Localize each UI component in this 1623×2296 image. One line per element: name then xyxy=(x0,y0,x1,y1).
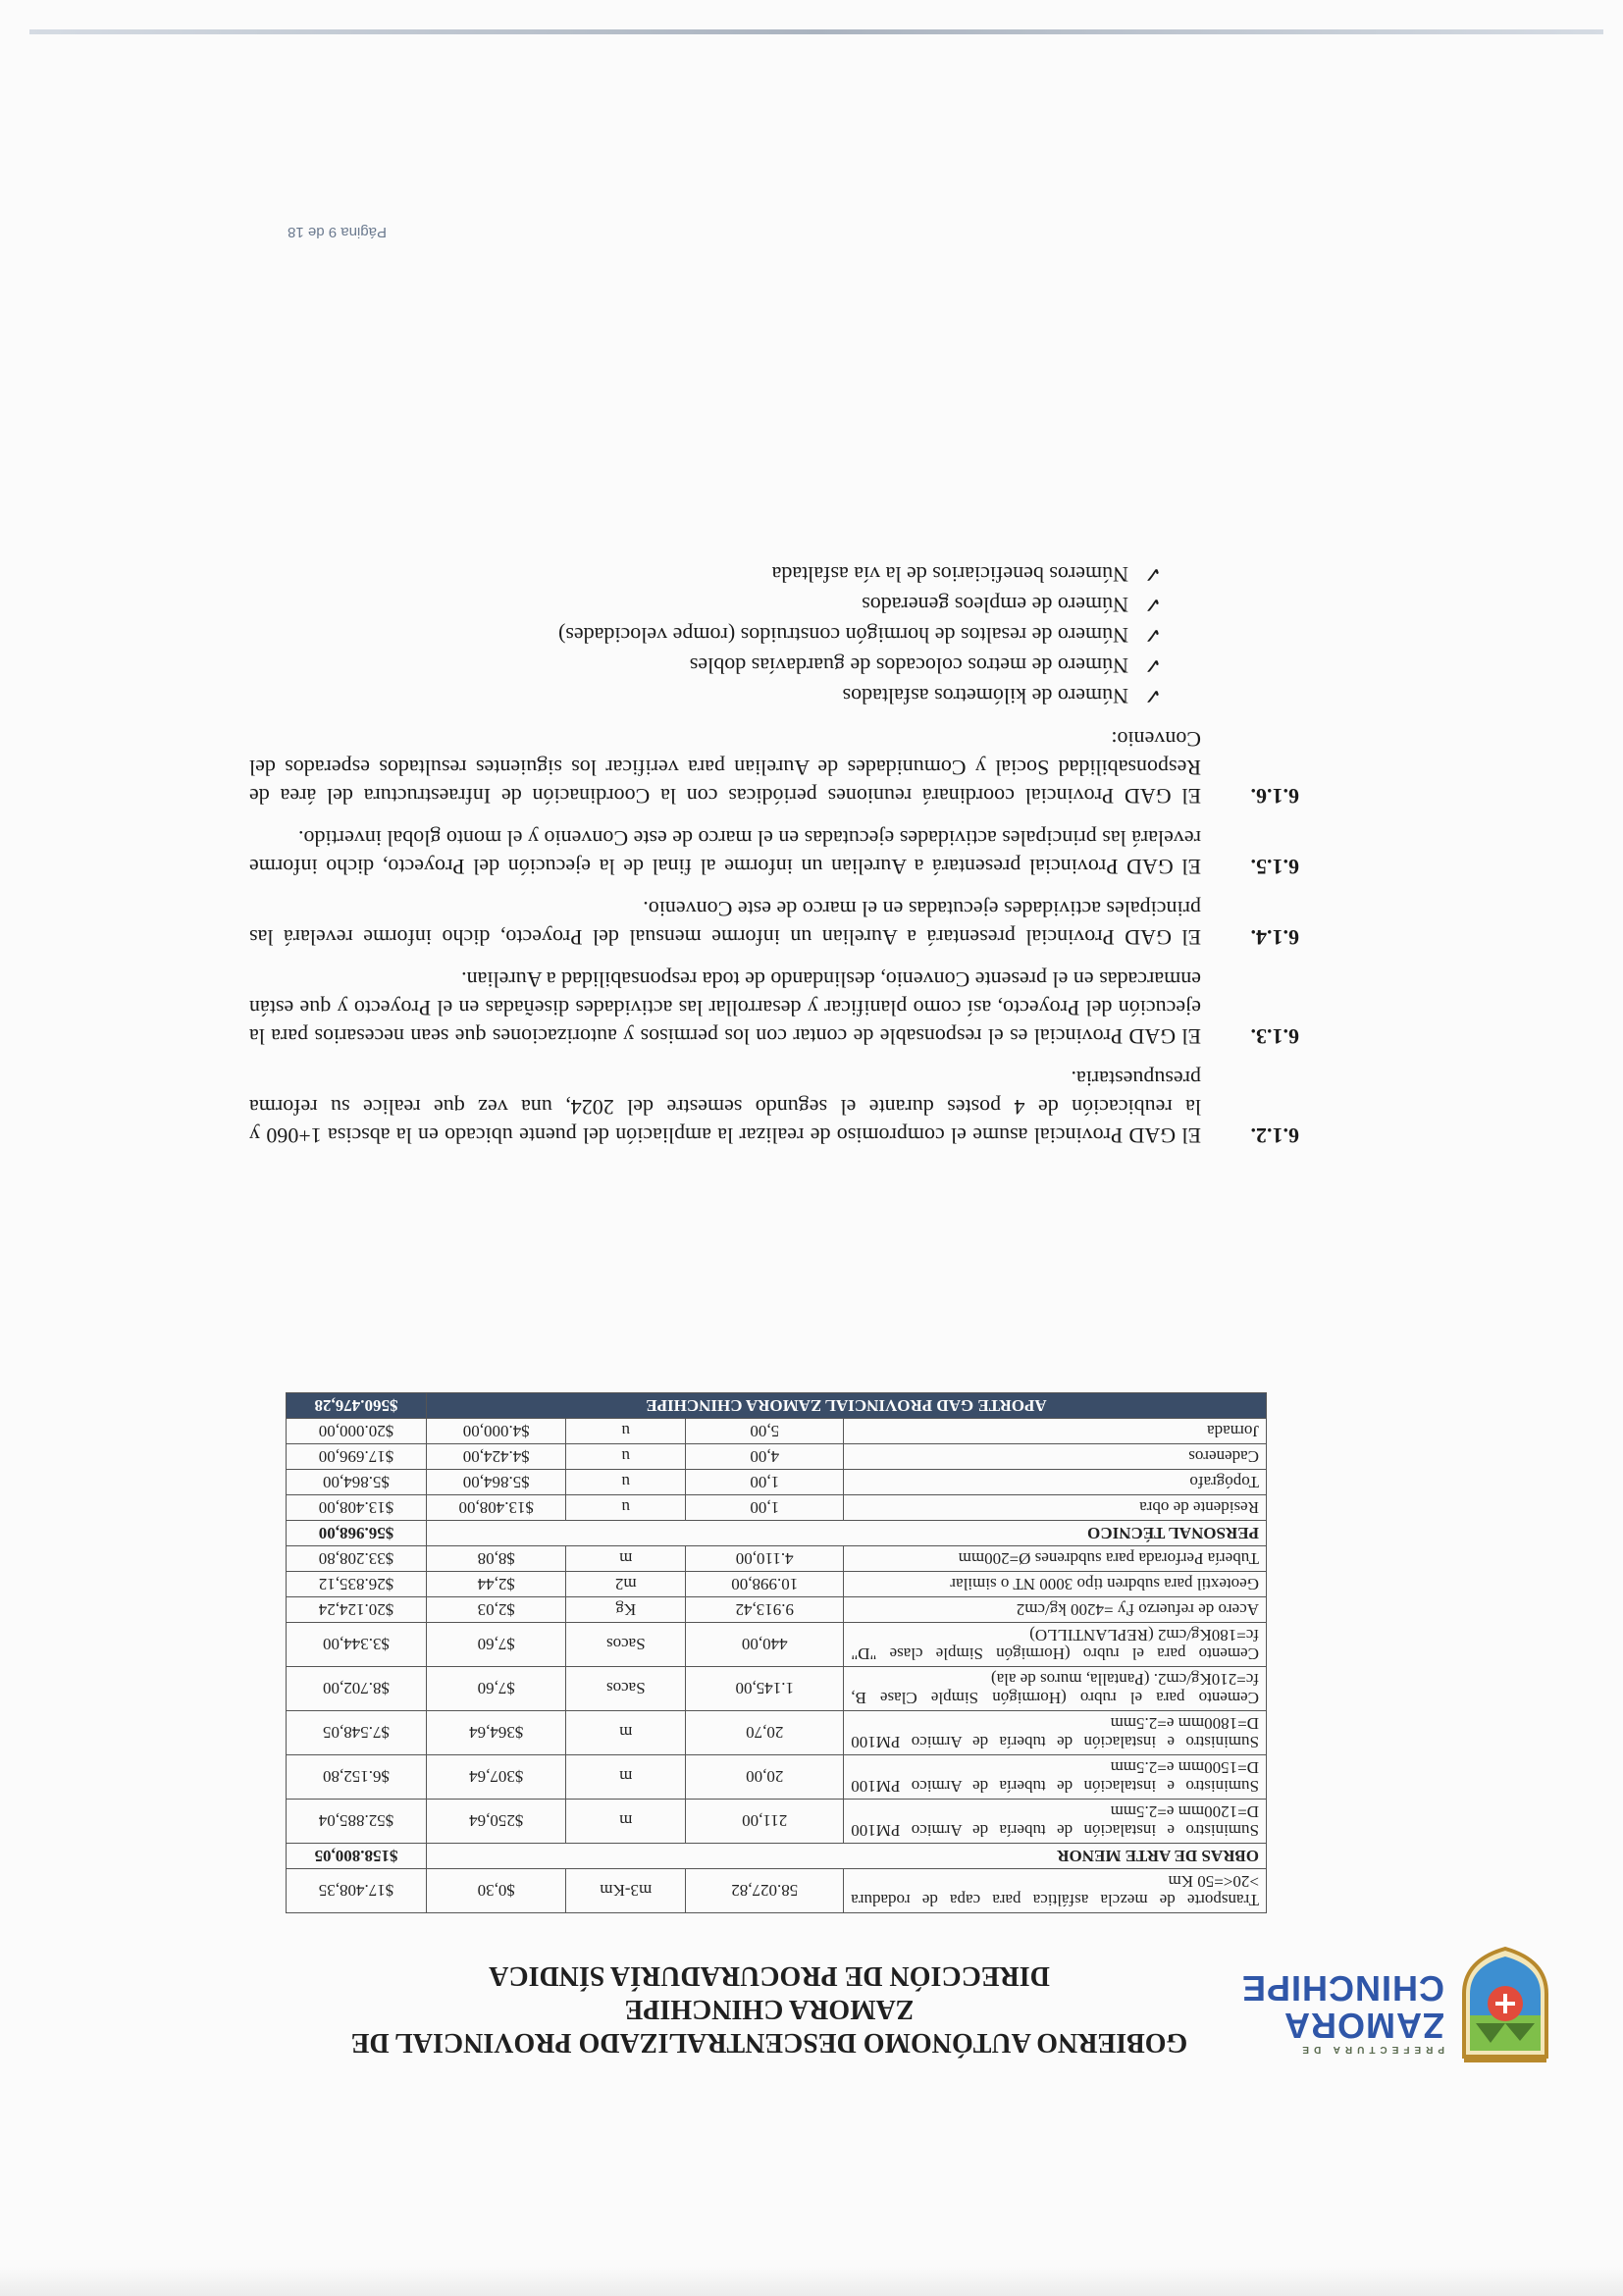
clause-number: 6.1.5. xyxy=(1250,855,1299,879)
list-item-text: Número de kilómetros asfaltados xyxy=(842,684,1128,708)
checkmark-icon: ✓ xyxy=(1143,623,1162,648)
expected-results-list xyxy=(249,559,1162,711)
row-unit: Kg xyxy=(566,1597,686,1623)
list-item xyxy=(249,559,1162,590)
clause-text: El GAD Provincial coordinará reuniones periódicas con la Coordinación de Infraestructura del área de Responsabilidad Social y Comunidades de Aurelian para verificar los siguientes resultados esperados del Convenio: xyxy=(249,727,1201,809)
row-unit-price: $250,64 xyxy=(426,1800,565,1844)
row-description: Residente de obra xyxy=(844,1495,1267,1521)
row-total: $20.124,24 xyxy=(287,1597,427,1623)
section-row-personal xyxy=(287,1521,1267,1546)
row-unit-price: $2,03 xyxy=(426,1597,565,1623)
row-quantity: 4.110,00 xyxy=(686,1546,844,1572)
clause-number: 6.1.3. xyxy=(1250,1024,1299,1049)
row-quantity: 10.998,00 xyxy=(686,1572,844,1597)
row-description: Suministro e instalación de tubería de Armico PM100 D=1800mm e=2.5mm xyxy=(844,1711,1267,1755)
footer-label: APORTE GAD PROVINCIAL ZAMORA CHINCHIPE xyxy=(426,1393,1266,1419)
row-unit-price: $2,44 xyxy=(426,1572,565,1597)
logo-name-line1: ZAMORA xyxy=(1283,2006,1444,2046)
page-number: Página 9 de 18 xyxy=(288,224,387,240)
logo-prefix: PREFECTURA DE xyxy=(1297,2044,1444,2055)
row-unit-price: $13.408,00 xyxy=(426,1495,565,1521)
table-row xyxy=(287,1572,1267,1597)
row-unit: m xyxy=(566,1546,686,1572)
clause-text: El GAD Provincial presentará a Aurelian un informe mensual del Proyecto, dicho informe revelará las principales actividades ejecutadas en el marco de este Convenio. xyxy=(249,897,1201,950)
row-unit-price: $7,60 xyxy=(426,1667,565,1711)
row-quantity: 58.027,82 xyxy=(686,1869,844,1913)
row-description: Suministro e instalación de tubería de Armico PM100 D=1200mm e=2.5mm xyxy=(844,1800,1267,1844)
row-unit: m2 xyxy=(566,1572,686,1597)
row-description: Cemento para el rubro (Hormigón Simple Clase B, fc=210Kg/cm2. (Pantalla, muros de ala) xyxy=(844,1667,1267,1711)
clause-6-1-3 xyxy=(249,965,1299,1051)
table-row xyxy=(287,1800,1267,1844)
list-item-text: Número de empleos generados xyxy=(862,593,1128,617)
table-footer-row xyxy=(287,1393,1267,1419)
table-row xyxy=(287,1597,1267,1623)
table-row xyxy=(287,1623,1267,1667)
list-item xyxy=(249,590,1162,620)
list-item-text: Número de resaltos de hormigón construidos (rompe velocidades) xyxy=(557,623,1128,648)
list-item xyxy=(249,681,1162,711)
list-item xyxy=(249,651,1162,681)
row-quantity: 20,00 xyxy=(686,1755,844,1800)
clause-6-1-6 xyxy=(249,725,1299,810)
row-unit: m3-Km xyxy=(566,1869,686,1913)
row-description: Suministro e instalación de tubería de Armico PM100 D=1500mm e=2.5mm xyxy=(844,1755,1267,1800)
row-description: Tubería Perforada para subdrenes Ø=200mm xyxy=(844,1546,1267,1572)
clauses-section xyxy=(249,559,1299,1150)
row-unit-price: $364,64 xyxy=(426,1711,565,1755)
row-unit: u xyxy=(566,1444,686,1470)
clause-text: El GAD Provincial presentará a Aurelian un informe al final de la ejecución del Proyecto, dicho informe revelará las principales actividades ejecutadas en el marco de este Convenio y el monto global invertido. xyxy=(249,826,1201,879)
row-description: Cemento para el rubro (Hormigón Simple clase "D" fc=180Kg/cm2 (REPLANTILLO) xyxy=(844,1623,1267,1667)
row-total: $33.208,80 xyxy=(287,1546,427,1572)
title-line-2: ZAMORA CHINCHIPE xyxy=(624,1994,915,2024)
row-total: $26.835,12 xyxy=(287,1572,427,1597)
row-quantity: 20,70 xyxy=(686,1711,844,1755)
row-quantity: 1,00 xyxy=(686,1470,844,1495)
row-quantity: 4,00 xyxy=(686,1444,844,1470)
coat-of-arms-icon xyxy=(1456,1947,1554,2062)
table-row xyxy=(287,1419,1267,1444)
list-item-text: Número de metros colocados de guardavías dobles xyxy=(689,653,1128,678)
checkmark-icon: ✓ xyxy=(1143,684,1162,708)
row-description: Geotextil para subdren tipo 3000 NT o similar xyxy=(844,1572,1267,1597)
row-unit-price: $8,08 xyxy=(426,1546,565,1572)
clause-6-1-2 xyxy=(249,1065,1299,1150)
clause-number: 6.1.2. xyxy=(1250,1123,1299,1148)
table-row xyxy=(287,1444,1267,1470)
row-total: $17.696,00 xyxy=(287,1444,427,1470)
list-item xyxy=(249,620,1162,651)
row-unit-price: $5.864,00 xyxy=(426,1470,565,1495)
row-unit: m xyxy=(566,1755,686,1800)
row-total: $7.548,05 xyxy=(287,1711,427,1755)
row-description: Cadeneros xyxy=(844,1444,1267,1470)
table-row xyxy=(287,1495,1267,1521)
row-description: Topógrafo xyxy=(844,1470,1267,1495)
table-row xyxy=(287,1755,1267,1800)
row-unit-price: $0,30 xyxy=(426,1869,565,1913)
row-total: $20.000,00 xyxy=(287,1419,427,1444)
title-line-3: DIRECCIÓN DE PROCURADURÍA SÍNDICA xyxy=(489,1960,1050,1991)
table-row xyxy=(287,1869,1267,1913)
page-header xyxy=(210,1943,1584,2070)
row-total: $13.408,00 xyxy=(287,1495,427,1521)
row-total: $52.885,04 xyxy=(287,1800,427,1844)
row-total: $6.152,80 xyxy=(287,1755,427,1800)
row-total: $17.408,35 xyxy=(287,1869,427,1913)
section-total: $56.968,00 xyxy=(287,1521,427,1546)
row-total: $3.344,00 xyxy=(287,1623,427,1667)
row-unit-price: $4.000,00 xyxy=(426,1419,565,1444)
row-unit-price: $4.424,00 xyxy=(426,1444,565,1470)
row-quantity: 9.913,42 xyxy=(686,1597,844,1623)
row-quantity: 211,00 xyxy=(686,1800,844,1844)
row-quantity: 5,00 xyxy=(686,1419,844,1444)
footer-total: $560.476,28 xyxy=(287,1393,427,1419)
prefectura-logo xyxy=(1240,1943,1554,2070)
clause-number: 6.1.6. xyxy=(1250,784,1299,809)
table-row xyxy=(287,1667,1267,1711)
budget-table xyxy=(286,1392,1267,1913)
section-row-obras xyxy=(287,1844,1267,1869)
checkmark-icon: ✓ xyxy=(1143,562,1162,587)
checkmark-icon: ✓ xyxy=(1143,653,1162,678)
row-total: $8.702,00 xyxy=(287,1667,427,1711)
row-unit: m xyxy=(566,1800,686,1844)
row-total: $5.864,00 xyxy=(287,1470,427,1495)
section-label: OBRAS DE ARTE MENOR xyxy=(426,1844,1266,1869)
title-line-1: GOBIERNO AUTÓNOMO DESCENTRALIZADO PROVINCIAL DE xyxy=(350,2027,1188,2058)
clause-text: El GAD Provincial es el responsable de contar con los permisos y autorizaciones que sean necesarios para la ejecución del Proyecto, así como planificar y desarrollar las actividades diseñadas en el Proyecto y que están enmarcadas en el presente Convenio, deslindando de toda responsabilidad a Aurelian. xyxy=(249,967,1201,1049)
institution-title xyxy=(328,1958,1211,2059)
logo-name-line2: CHINCHIPE xyxy=(1240,1968,1444,2009)
row-description: Acero de refuerzo f'y =4200 kg/cm2 xyxy=(844,1597,1267,1623)
logo-wordmark xyxy=(1241,1969,1444,2055)
clause-6-1-4 xyxy=(249,895,1299,952)
row-unit: u xyxy=(566,1470,686,1495)
list-item-text: Números beneficiarios de la vía asfaltada xyxy=(771,562,1128,587)
row-description: Jornada xyxy=(844,1419,1267,1444)
row-quantity: 1.145,00 xyxy=(686,1667,844,1711)
table-row xyxy=(287,1546,1267,1572)
clause-text: El GAD Provincial asume el compromiso de realizar la ampliación del puente ubicado en la abscisa 1+060 y la reubicación de 4 postes durante el segundo semestre del 2024, una vez que realice su reforma presupuestaria. xyxy=(249,1067,1201,1148)
row-unit: u xyxy=(566,1495,686,1521)
row-unit: Sacos xyxy=(566,1667,686,1711)
row-unit: Sacos xyxy=(566,1623,686,1667)
section-total: $158.800,05 xyxy=(287,1844,427,1869)
clause-6-1-5 xyxy=(249,824,1299,881)
row-quantity: 1,00 xyxy=(686,1495,844,1521)
clause-number: 6.1.4. xyxy=(1250,925,1299,950)
section-label: PERSONAL TÉCNICO xyxy=(426,1521,1266,1546)
row-unit: m xyxy=(566,1711,686,1755)
row-quantity: 440,00 xyxy=(686,1623,844,1667)
row-description: Transporte de mezcla asfáltica para capa de rodadura >20<=50 Km xyxy=(844,1869,1267,1913)
table-row xyxy=(287,1470,1267,1495)
row-unit-price: $7,60 xyxy=(426,1623,565,1667)
row-unit: u xyxy=(566,1419,686,1444)
row-unit-price: $307,64 xyxy=(426,1755,565,1800)
checkmark-icon: ✓ xyxy=(1143,593,1162,617)
table-row xyxy=(287,1711,1267,1755)
